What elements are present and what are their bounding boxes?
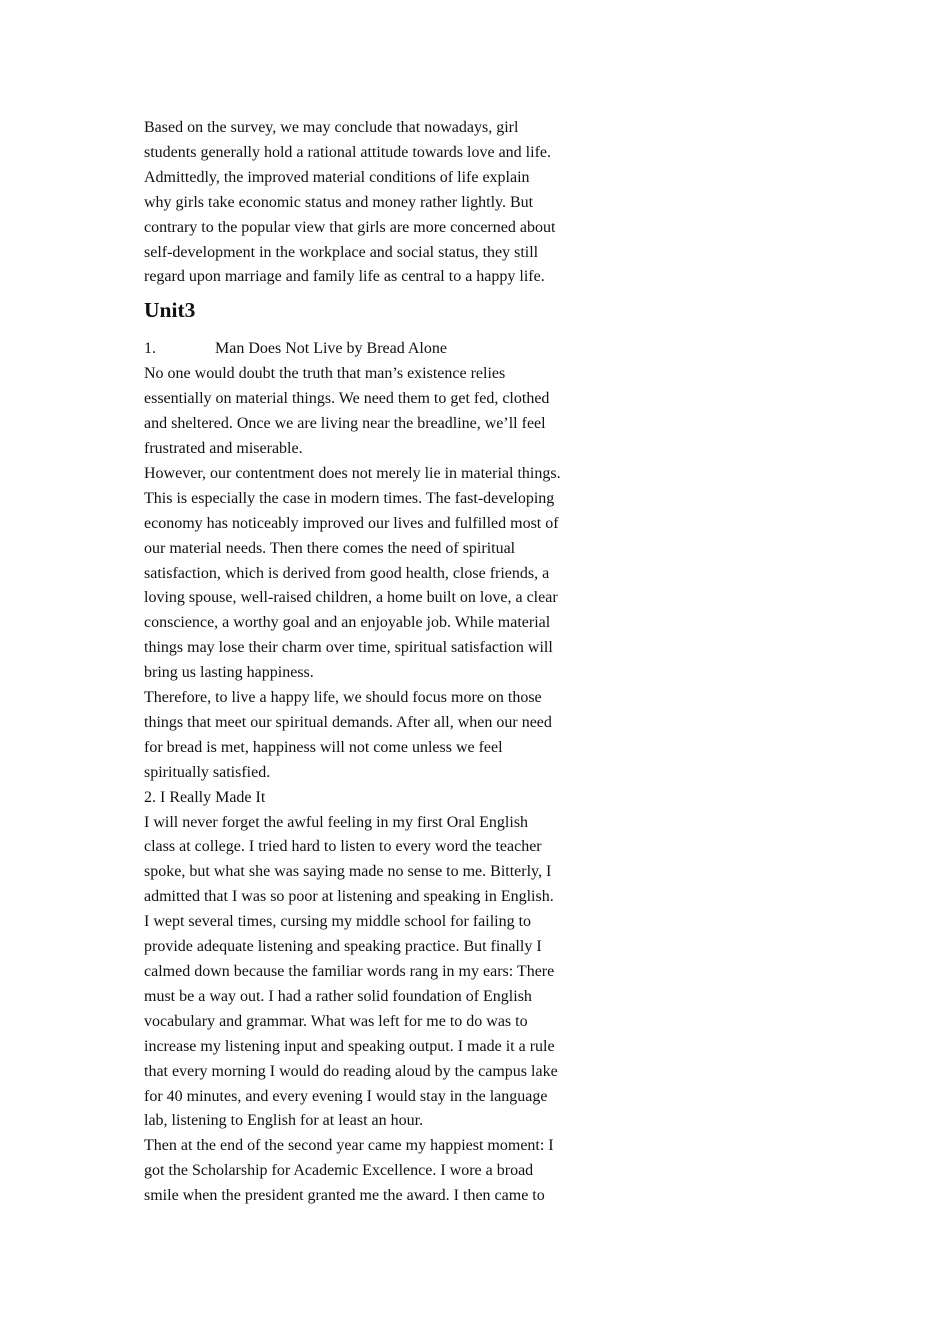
essay-1-paragraph-1: No one would doubt the truth that man’s existence relies essentially on material things. We need them to get fed, clothed and sheltered. Once we are living near the breadline, we’ll feel frustrated and miserable.: [144, 365, 550, 457]
essay-2-paragraph-1: I will never forget the awful feeling in my first Oral English class at college. I tried hard to listen to every word the teacher spoke, but what she was saying made no sense to me. Bitterly, I admitted that I was so poor at listening and speaking in English. I wept several times, cursing my middle school for failing to provide adequate listening and speaking practice. But finally I calmed down because the familiar words rang in my ears: There must be a way out. I had a rather solid foundation of English vocabulary and grammar. What was left for me to do was to increase my listening input and speaking output. I made it a rule that every morning I would do reading aloud by the campus lake for 40 minutes, and every evening I would stay in the language lab, listening to English for at least an hour.: [144, 813, 558, 1130]
intro-paragraph: Based on the survey, we may conclude that nowadays, girl students generally hold a rational attitude towards love and life. Admittedly, the improved material conditions of life explain why girls take economic status and money rather lightly. But contrary to the popular view that girls are more concerned about self-development in the workplace and social status, they still regard upon marriage and family life as central to a happy life.: [144, 119, 556, 286]
unit-heading: Unit3: [144, 298, 196, 323]
essay-1-title-line: [144, 337, 594, 362]
essay-1-title: Man Does Not Live by Bread Alone: [215, 340, 447, 358]
essay-2-paragraph-2: Then at the end of the second year came my happiest moment: I got the Scholarship for Academic Excellence. I wore a broad smile when the president granted me the award. I then came to: [144, 1137, 554, 1205]
essay-1-paragraph-2: However, our contentment does not merely lie in material things. This is especially the case in modern times. The fast-developing economy has noticeably improved our lives and fulfilled most of our material needs. Then there comes the need of spiritual satisfaction, which is derived from good health, close friends, a loving spouse, well-raised children, a home built on love, a clear conscience, a worthy goal and an enjoyable job. While material things may lose their charm over time, spiritual satisfaction will bring us lasting happiness.: [144, 464, 561, 682]
essay-2-title: 2. I Really Made It: [144, 788, 266, 806]
document-page: [144, 116, 594, 1209]
essay-1-number: 1.: [144, 340, 156, 358]
essay-1-paragraph-3: Therefore, to live a happy life, we should focus more on those things that meet our spiritual demands. After all, when our need for bread is met, happiness will not come unless we feel spiritually satisfied.: [144, 689, 552, 781]
